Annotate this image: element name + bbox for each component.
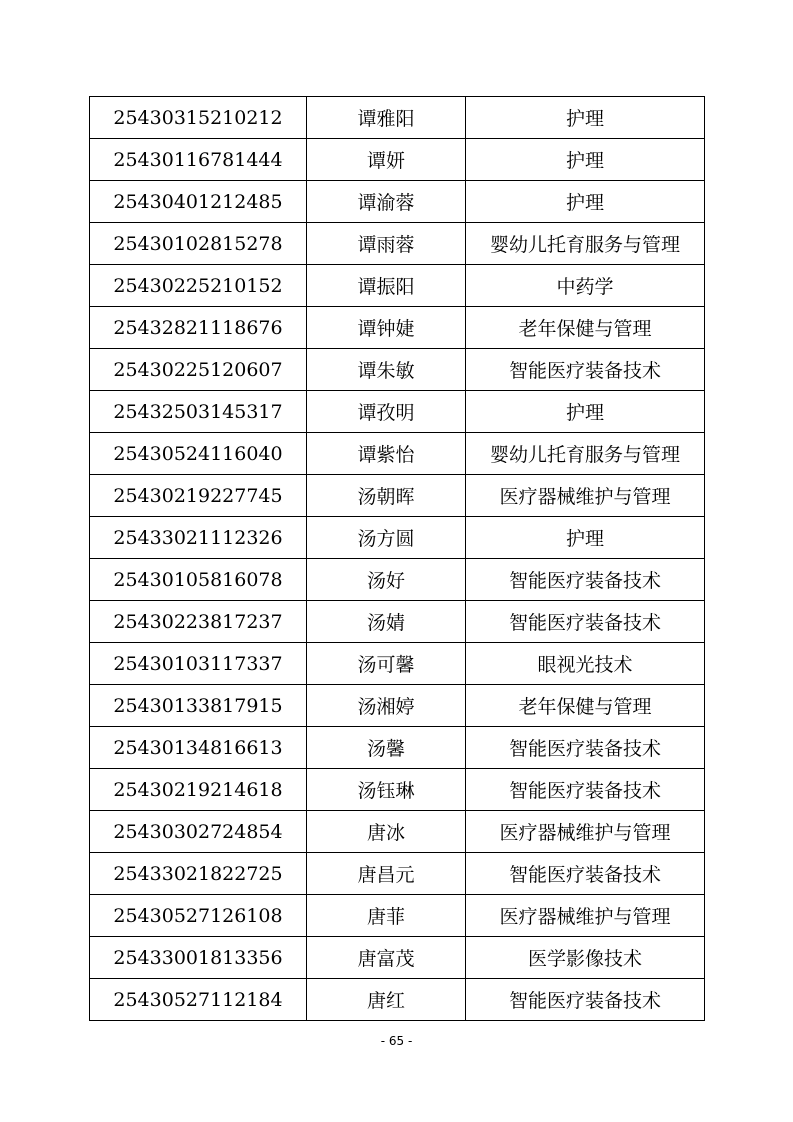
major-cell: 智能医疗装备技术 — [466, 769, 705, 811]
candidate-id-cell: 25430116781444 — [90, 139, 307, 181]
student-name-cell: 唐富茂 — [307, 937, 466, 979]
student-name-cell: 汤可馨 — [307, 643, 466, 685]
major-cell: 医疗器械维护与管理 — [466, 895, 705, 937]
table-row — [90, 685, 705, 727]
table-row — [90, 727, 705, 769]
candidate-id-cell: 25430527112184 — [90, 979, 307, 1021]
student-name-cell: 谭雨蓉 — [307, 223, 466, 265]
student-name-cell: 谭钟婕 — [307, 307, 466, 349]
candidate-id-cell: 25432821118676 — [90, 307, 307, 349]
roster-table — [89, 96, 705, 1021]
student-name-cell: 谭渝蓉 — [307, 181, 466, 223]
student-name-cell: 汤好 — [307, 559, 466, 601]
table-row — [90, 769, 705, 811]
table-row — [90, 979, 705, 1021]
student-name-cell: 唐菲 — [307, 895, 466, 937]
student-name-cell: 汤朝晖 — [307, 475, 466, 517]
major-cell: 护理 — [466, 139, 705, 181]
student-name-cell: 唐红 — [307, 979, 466, 1021]
table-row — [90, 475, 705, 517]
table-row — [90, 349, 705, 391]
table-row — [90, 937, 705, 979]
major-cell: 婴幼儿托育服务与管理 — [466, 433, 705, 475]
major-cell: 医疗器械维护与管理 — [466, 475, 705, 517]
student-name-cell: 谭妍 — [307, 139, 466, 181]
major-cell: 中药学 — [466, 265, 705, 307]
table-row — [90, 223, 705, 265]
candidate-id-cell: 25430524116040 — [90, 433, 307, 475]
major-cell: 婴幼儿托育服务与管理 — [466, 223, 705, 265]
major-cell: 眼视光技术 — [466, 643, 705, 685]
student-name-cell: 谭孜明 — [307, 391, 466, 433]
student-name-cell: 唐昌元 — [307, 853, 466, 895]
candidate-id-cell: 25430105816078 — [90, 559, 307, 601]
roster-body — [90, 97, 705, 1021]
candidate-id-cell: 25430302724854 — [90, 811, 307, 853]
student-name-cell: 唐冰 — [307, 811, 466, 853]
candidate-id-cell: 25433021112326 — [90, 517, 307, 559]
table-row — [90, 517, 705, 559]
table-row — [90, 391, 705, 433]
table-row — [90, 307, 705, 349]
major-cell: 护理 — [466, 181, 705, 223]
major-cell: 医学影像技术 — [466, 937, 705, 979]
table-row — [90, 559, 705, 601]
major-cell: 智能医疗装备技术 — [466, 853, 705, 895]
candidate-id-cell: 25433021822725 — [90, 853, 307, 895]
table-row — [90, 643, 705, 685]
table-row — [90, 139, 705, 181]
student-name-cell: 谭朱敏 — [307, 349, 466, 391]
student-name-cell: 汤馨 — [307, 727, 466, 769]
table-row — [90, 601, 705, 643]
student-name-cell: 汤婧 — [307, 601, 466, 643]
page-number: - 65 - — [380, 1034, 413, 1048]
table-row — [90, 97, 705, 139]
student-name-cell: 汤方圆 — [307, 517, 466, 559]
table-row — [90, 811, 705, 853]
candidate-id-cell: 25432503145317 — [90, 391, 307, 433]
major-cell: 智能医疗装备技术 — [466, 349, 705, 391]
major-cell: 老年保健与管理 — [466, 685, 705, 727]
major-cell: 智能医疗装备技术 — [466, 727, 705, 769]
table-row — [90, 433, 705, 475]
major-cell: 老年保健与管理 — [466, 307, 705, 349]
major-cell: 智能医疗装备技术 — [466, 601, 705, 643]
candidate-id-cell: 25430133817915 — [90, 685, 307, 727]
candidate-id-cell: 25430225210152 — [90, 265, 307, 307]
major-cell: 智能医疗装备技术 — [466, 979, 705, 1021]
candidate-id-cell: 25430527126108 — [90, 895, 307, 937]
table-row — [90, 265, 705, 307]
student-name-cell: 谭紫怡 — [307, 433, 466, 475]
table-row — [90, 181, 705, 223]
student-name-cell: 谭振阳 — [307, 265, 466, 307]
candidate-id-cell: 25433001813356 — [90, 937, 307, 979]
candidate-id-cell: 25430219227745 — [90, 475, 307, 517]
candidate-id-cell: 25430401212485 — [90, 181, 307, 223]
student-name-cell: 汤湘婷 — [307, 685, 466, 727]
candidate-id-cell: 25430102815278 — [90, 223, 307, 265]
candidate-id-cell: 25430134816613 — [90, 727, 307, 769]
table-row — [90, 853, 705, 895]
candidate-id-cell: 25430315210212 — [90, 97, 307, 139]
major-cell: 智能医疗装备技术 — [466, 559, 705, 601]
major-cell: 护理 — [466, 391, 705, 433]
major-cell: 护理 — [466, 97, 705, 139]
student-name-cell: 汤钰琳 — [307, 769, 466, 811]
student-name-cell: 谭雅阳 — [307, 97, 466, 139]
major-cell: 医疗器械维护与管理 — [466, 811, 705, 853]
candidate-id-cell: 25430225120607 — [90, 349, 307, 391]
table-row — [90, 895, 705, 937]
candidate-id-cell: 25430219214618 — [90, 769, 307, 811]
candidate-id-cell: 25430223817237 — [90, 601, 307, 643]
major-cell: 护理 — [466, 517, 705, 559]
candidate-id-cell: 25430103117337 — [90, 643, 307, 685]
